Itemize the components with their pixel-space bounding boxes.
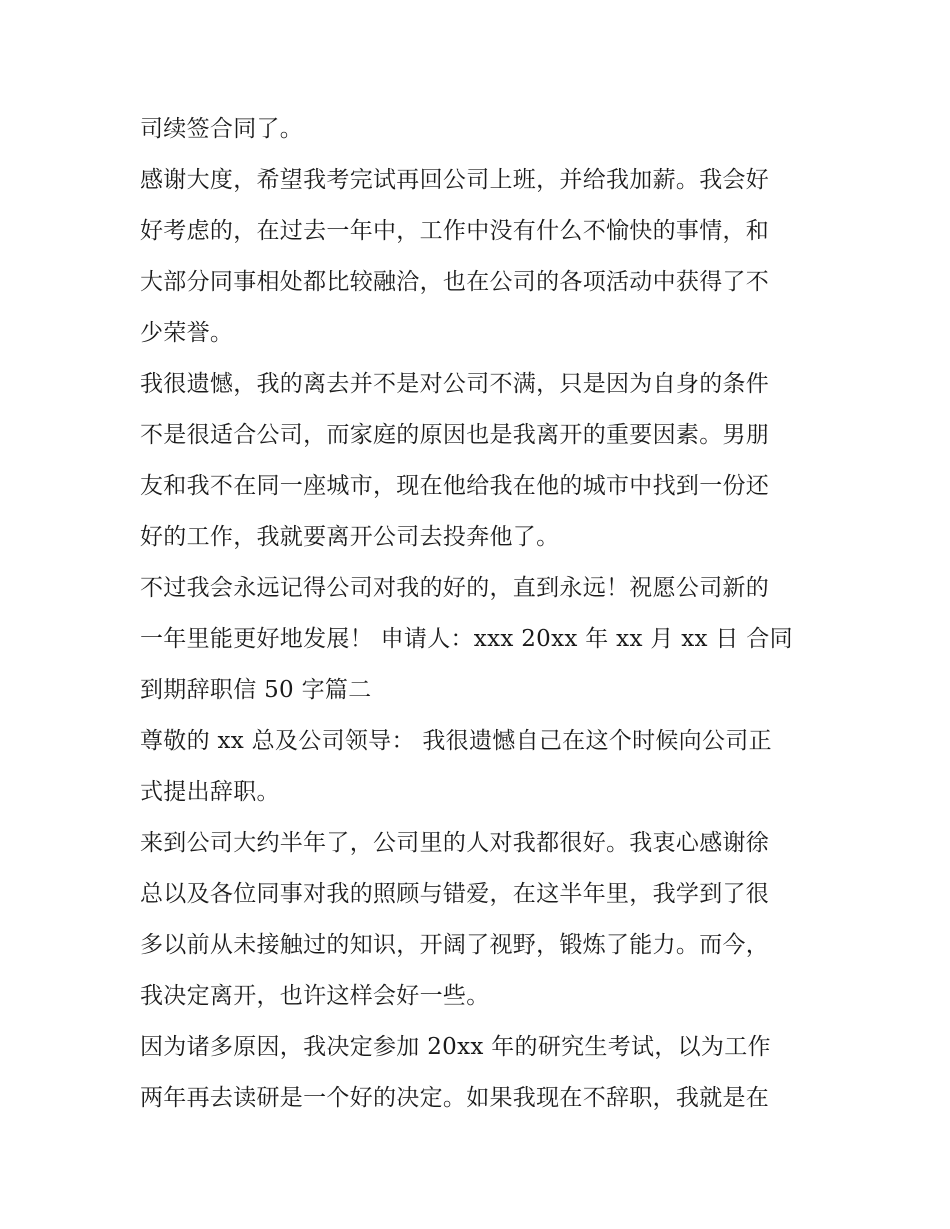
text-line: 大部分同事相处都比较融洽，也在公司的各项活动中获得了不 xyxy=(140,269,770,295)
section-heading-line: 到期辞职信 50 字篇二 xyxy=(140,677,372,703)
text-line: 不过我会永远记得公司对我的好的，直到永远！祝愿公司新的 xyxy=(140,575,770,601)
text-line: 式提出辞职。 xyxy=(140,779,280,805)
text-line: 多以前从未接触过的知识，开阔了视野，锻炼了能力。而今， xyxy=(140,932,770,958)
text-line: 不是很适合公司，而家庭的原因也是我离开的重要因素。男朋 xyxy=(140,422,770,448)
text-line: 感谢大度，希望我考完试再回公司上班，并给我加薪。我会好 xyxy=(140,167,770,193)
text-line: 我很遗憾，我的离去并不是对公司不满，只是因为自身的条件 xyxy=(140,371,770,397)
text-line: 因为诸多原因，我决定参加 20xx 年的研究生考试，以为工作 xyxy=(140,1034,771,1060)
text-line: 好的工作，我就要离开公司去投奔他了。 xyxy=(140,524,560,550)
text-line: 一年里能更好地发展！ 申请人：xxx 20xx 年 xx 月 xx 日 合同 xyxy=(140,626,793,652)
text-line: 尊敬的 xx 总及公司领导： 我很遗憾自己在这个时候向公司正 xyxy=(140,728,772,754)
text-line: 司续签合同了。 xyxy=(140,116,304,142)
text-line: 两年再去读研是一个好的决定。如果我现在不辞职，我就是在 xyxy=(140,1085,770,1111)
text-line: 总以及各位同事对我的照顾与错爱，在这半年里，我学到了很 xyxy=(140,881,770,907)
text-line: 我决定离开，也许这样会好一些。 xyxy=(140,983,490,1009)
text-line: 来到公司大约半年了，公司里的人对我都很好。我衷心感谢徐 xyxy=(140,830,770,856)
text-line: 少荣誉。 xyxy=(140,320,234,346)
document-body xyxy=(140,104,830,1124)
text-line: 友和我不在同一座城市，现在他给我在他的城市中找到一份还 xyxy=(140,473,770,499)
text-line: 好考虑的，在过去一年中，工作中没有什么不愉快的事情，和 xyxy=(140,218,770,244)
